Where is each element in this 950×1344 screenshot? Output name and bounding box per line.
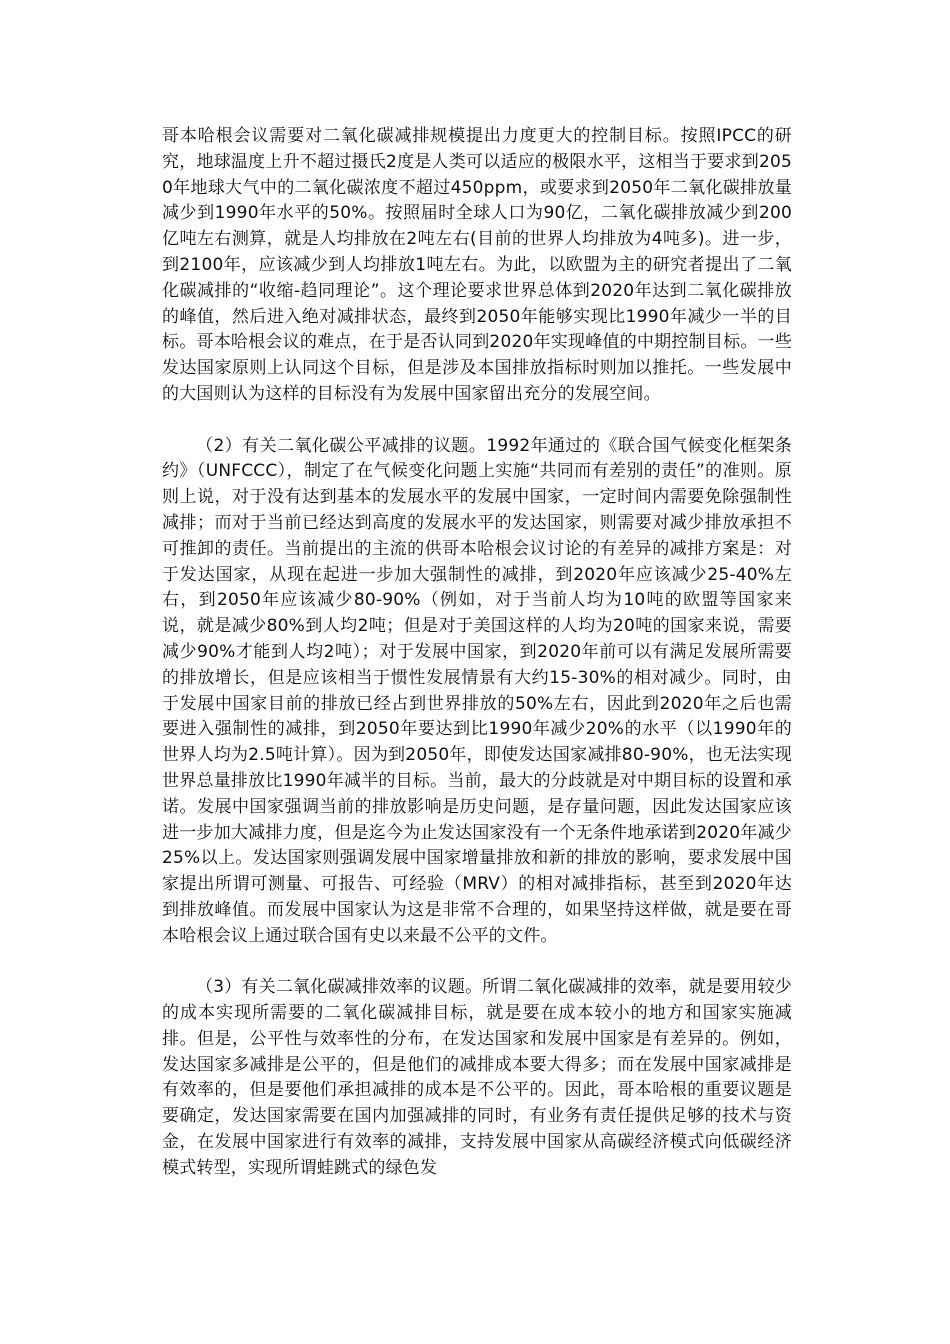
paragraph-reduction-efficiency: （3）有关二氧化碳减排效率的议题。所谓二氧化碳减排的效率，就是要用较少的成本实现所需要的二氧化碳减排目标，就是要在成本较小的地方和国家实施减排。但是，公平性与效率性的分布，在发达国家和发展中国家是有差异的。例如，发达国家多减排是公平的，但是他们的减排成本要大得多；而在发展中国家减排是有效率的，但是要他们承担减排的成本是不公平的。因此，哥本哈根的重要议题是要确定，发达国家需要在国内加强减排的同时，有业务有责任提供足够的技术与资金，在发展中国家进行有效率的减排，支持发展中国家从高碳经济模式向低碳经济模式转型，实现所谓蛙跳式的绿色发 (162, 977, 792, 1178)
document-body (162, 124, 792, 1182)
paragraph-gap (162, 950, 792, 976)
paragraph-gap (162, 408, 792, 434)
paragraph-copenhagen-targets: 哥本哈根会议需要对二氧化碳减排规模提出力度更大的控制目标。按照IPCC的研究，地球温度上升不超过摄氏2度是人类可以适应的极限水平，这相当于要求到2050年地球大气中的二氧化碳浓度不超过450ppm，或要求到2050年二氧化碳排放量减少到1990年水平的50%。按照届时全球人口为90亿，二氧化碳排放减少到200亿吨左右测算，就是人均排放在2吨左右(目前的世界人均排放为4吨多)。进一步，到2100年，应该减少到人均排放1吨左右。为此，以欧盟为主的研究者提出了二氧化碳减排的“收缩-趋同理论”。这个理论要求世界总体到2020年达到二氧化碳排放的峰值，然后进入绝对减排状态，最终到2050年能够实现比1990年减少一半的目标。哥本哈根会议的难点，在于是否认同到2020年实现峰值的中期控制目标。一些发达国家原则上认同这个目标，但是涉及本国排放指标时则加以推托。一些发展中的大国则认为这样的目标没有为发展中国家留出充分的发展空间。 (162, 126, 792, 404)
paragraph-fair-reduction: （2）有关二氧化碳公平减排的议题。1992年通过的《联合国气候变化框架条约》（UNFCCC），制定了在气候变化问题上实施“共同而有差别的责任”的准则。原则上说，对于没有达到基本的发展水平的发展中国家，一定时间内需要免除强制性减排；而对于当前已经达到高度的发展水平的发达国家，则需要对减少排放承担不可推卸的责任。当前提出的主流的供哥本哈根会议讨论的有差异的减排方案是：对于发达国家，从现在起进一步加大强制性的减排，到2020年应该减少25-40%左右，到2050年应该减少80-90%（例如，对于当前人均为10吨的欧盟等国家来说，就是减少80%到人均2吨；但是对于美国这样的人均为20吨的国家来说，需要减少90%才能到人均2吨）；对于发展中国家，到2020年前可以有满足发展所需要的排放增长，但是应该相当于惯性发展情景有大约15-30%的相对减少。同时，由于发展中国家目前的排放已经占到世界排放的50%左右，因此到2020年之后也需要进入强制性的减排，到2050年要达到比1990年减少20%的水平（以1990年的世界人均为2.5吨计算）。因为到2050年，即使发达国家减排80-90%，也无法实现世界总量排放比1990年减半的目标。当前，最大的分歧就是对中期目标的设置和承诺。发展中国家强调当前的排放影响是历史问题，是存量问题，因此发达国家应该进一步加大减排力度，但是迄今为止发达国家没有一个无条件地承诺到2020年减少25%以上。发达国家则强调发展中国家增量排放和新的排放的影响，要求发展中国家提出所谓可测量、可报告、可经验（MRV）的相对减排指标，甚至到2020年达到排放峰值。而发展中国家认为这是非常不合理的，如果坚持这样做，就是要在哥本哈根会议上通过联合国有史以来最不公平的文件。 (162, 435, 792, 946)
